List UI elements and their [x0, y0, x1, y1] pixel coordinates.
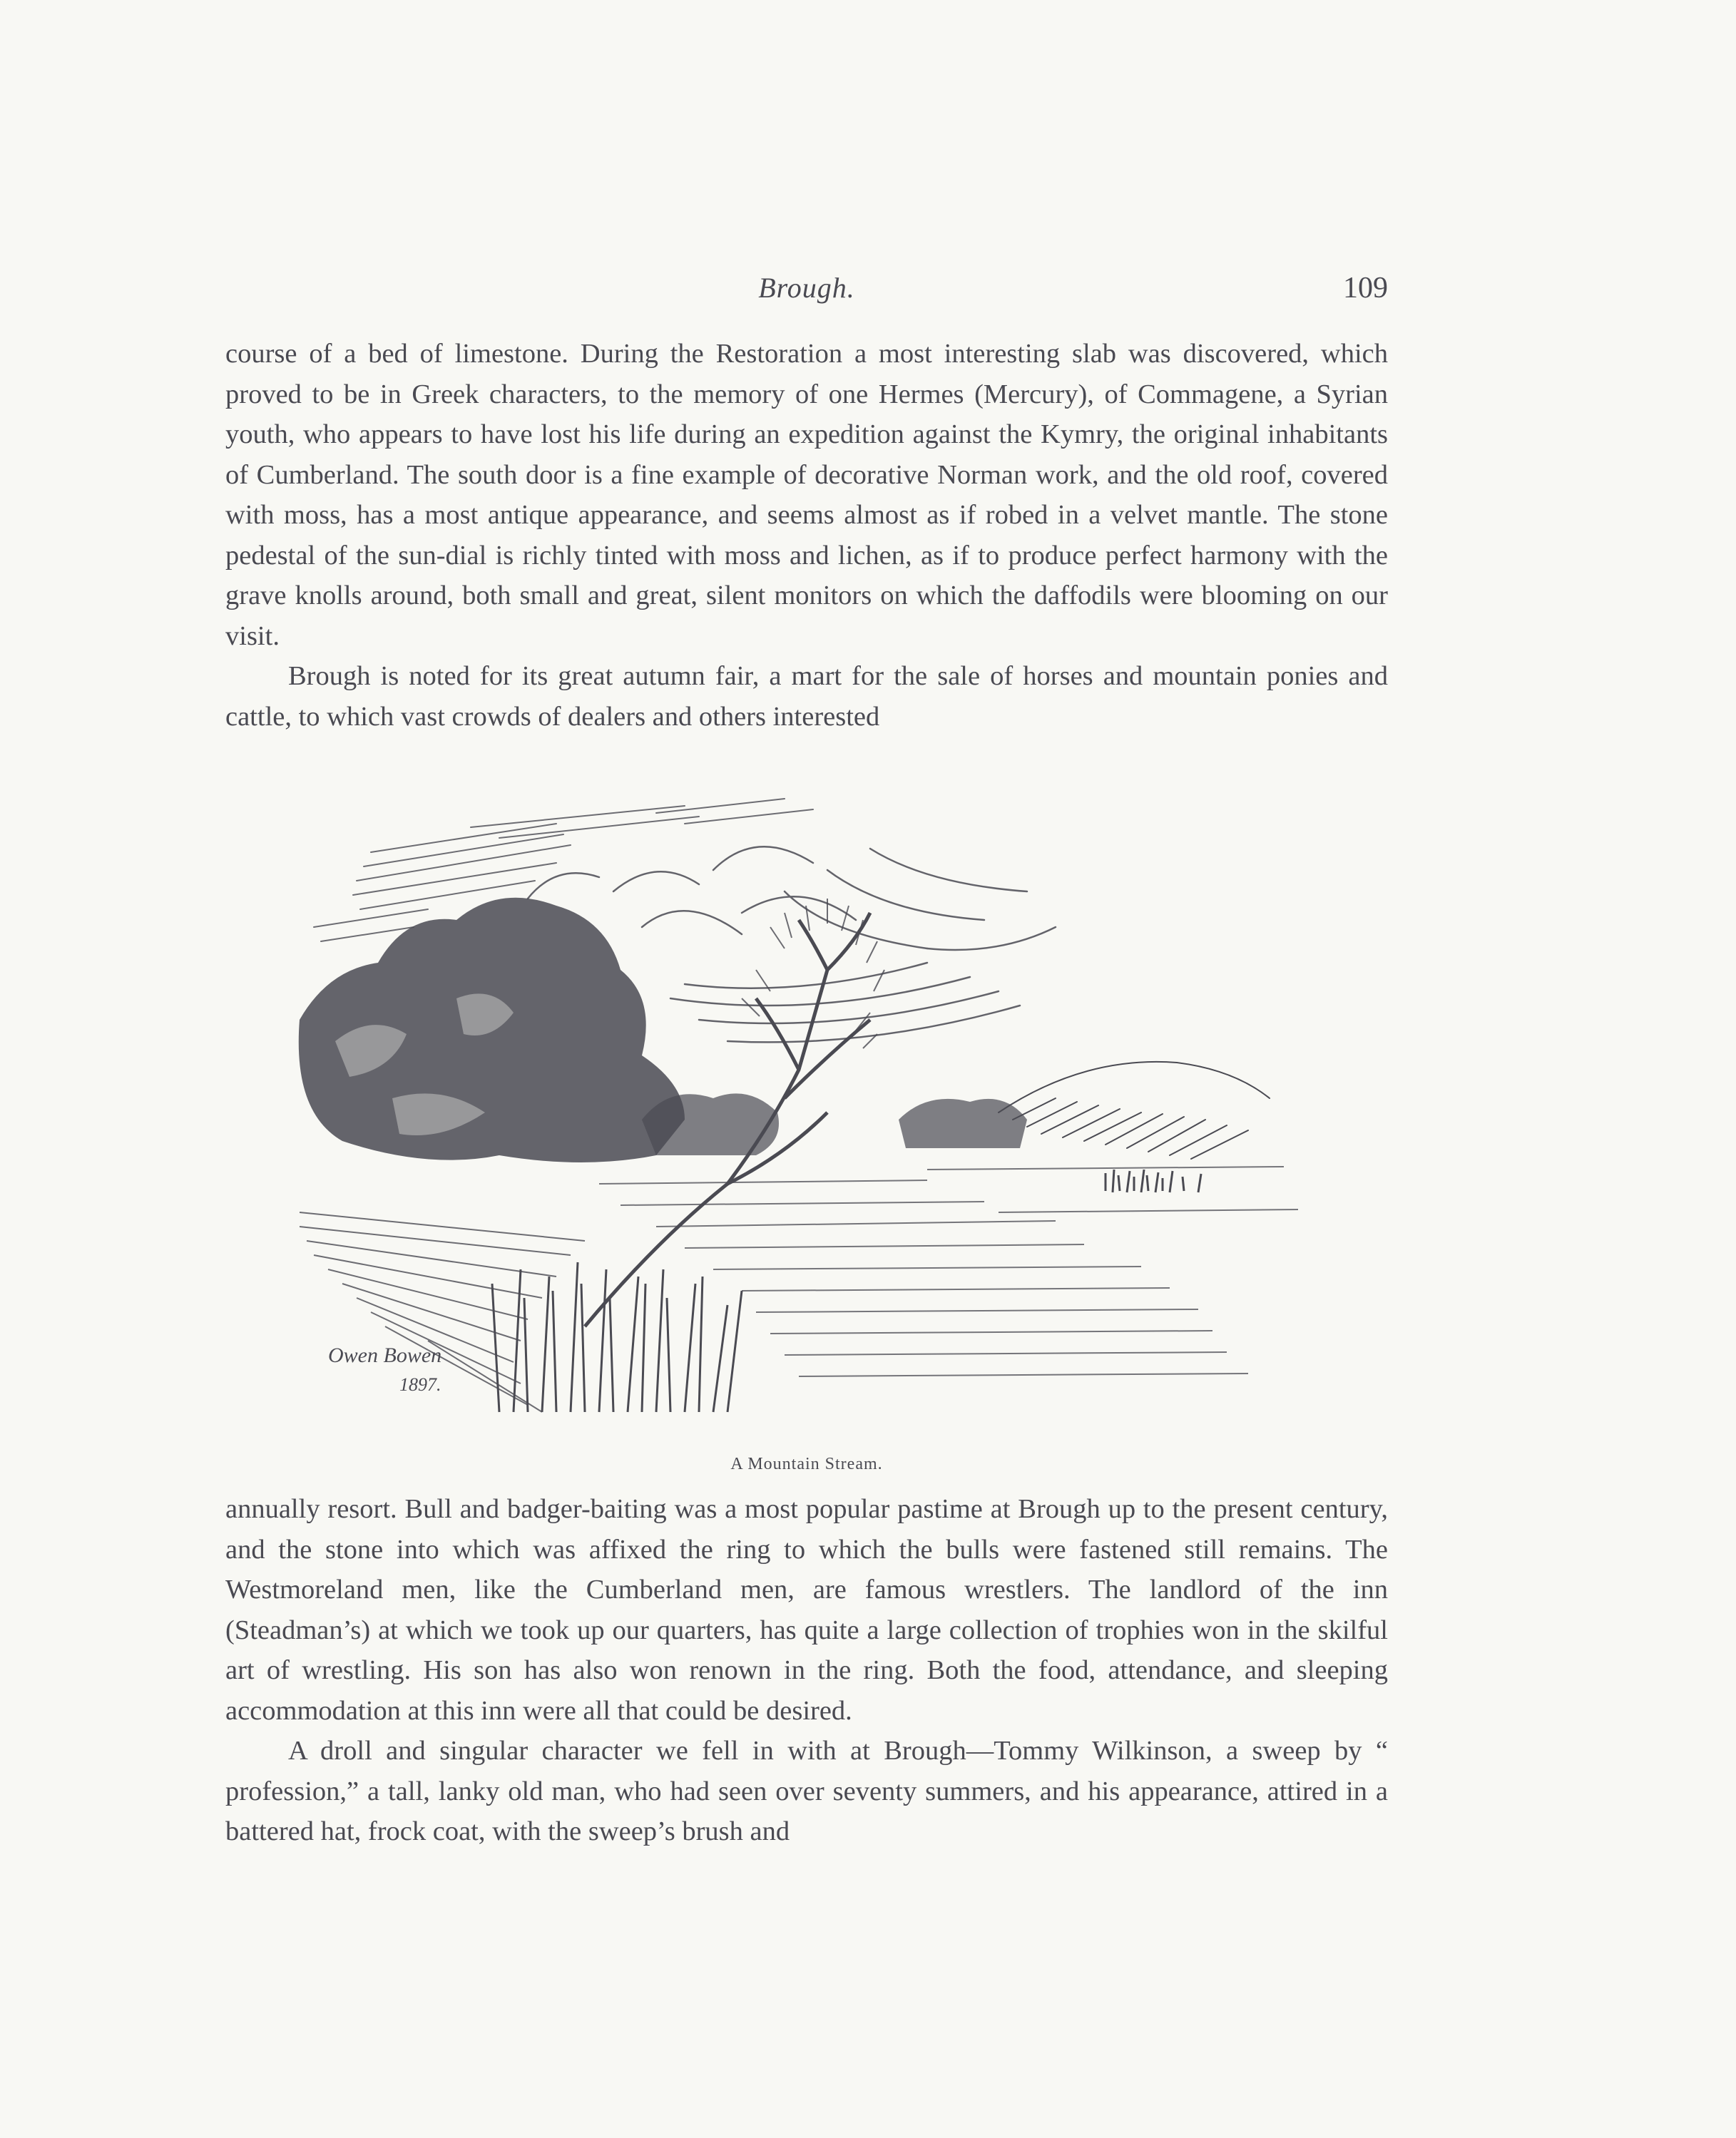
paragraph-continuation: course of a bed of limestone. During the Restoration a most interesting slab was discovered, which proved to be in Greek characters, to the memory of one Hermes (Mercury), of Commagene, a Syrian youth, who appears to have lost his life during an expedition against the Kymry, the original inhabitants of Cumberland. The south door is a fine example of decorative Norman work, and the old roof, covered with moss, has a most antique appearance, and seems almost as if robed in a velvet mantle. The stone pedestal of the sun-dial is richly tinted with moss and lichen, as if to produce perfect harmony with the grave knolls around, both small and great, silent monitors on which the daffodils were blooming on our visit.	[225, 339, 1388, 651]
mountain-stream-illustration	[285, 784, 1319, 1441]
near-bank	[300, 1212, 585, 1412]
paragraph-brough-fair: Brough is noted for its great autumn fair, a mart for the sale of horses and mountain ponies and cattle, to which vast crowds of dealers and others interested	[225, 661, 1388, 732]
signature-name: Owen Bowen	[328, 1344, 442, 1367]
foreground-reeds	[492, 1262, 742, 1412]
river-water	[599, 1167, 1298, 1376]
running-title: Brough.	[758, 272, 855, 304]
top-text-block	[225, 334, 1388, 737]
far-bank-reeds	[1106, 1170, 1201, 1192]
paragraph-tommy-wilkinson: A droll and singular character we fell in with at Brough—Tommy Wilkinson, a sweep by “ profession,” a tall, lanky old man, who had seen over seventy summers, and his appearance, attired in a battered hat, frock coat, with the sweep’s brush and	[225, 1736, 1388, 1846]
artist-signature	[328, 1344, 441, 1395]
illustration-caption: A Mountain Stream.	[730, 1455, 883, 1473]
middle-bushes	[642, 1093, 1027, 1155]
paragraph-annual-resort: annually resort. Bull and badger-baiting was a most popular pastime at Brough up to the present century, and the stone into which was affixed the ring to which the bulls were fastened still remains. The Westmoreland men, like the Cumberland men, are famous wrestlers. The landlord of the inn (Steadman’s) at which we took up our quarters, has quite a large collection of trophies won in the skilful art of wrestling. His son has also won renown in the ring. Both the food, attendance, and sleeping accommodation at this inn were all that could be desired.	[225, 1494, 1388, 1726]
signature-year: 1897.	[399, 1374, 441, 1395]
page-number: 109	[1343, 272, 1388, 305]
bottom-text-block	[225, 1489, 1388, 1852]
distant-hill	[999, 1062, 1270, 1159]
running-head	[225, 271, 1388, 314]
